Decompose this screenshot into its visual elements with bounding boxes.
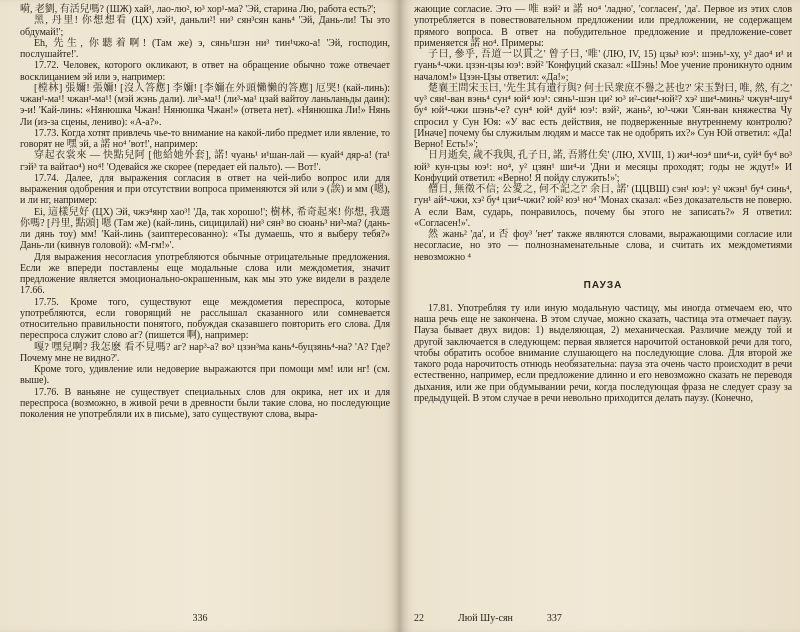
- paragraph: 穿起衣裳來 — 快點兒阿 [他給她外套], 諾! чуань¹ и¹шан-лай — куай⁴ дяр-а! (та¹ гэй³ та вайтао⁴) но⁴! 'Одевайся же скорее (передает ей пальто). — Вот!'.: [20, 150, 390, 173]
- paragraph: жающие согласие. Это — 唯 вэй² и 諾 но⁴ 'ладно', 'согласен', 'да'. Первое из этих слов употребляется в повествовательном предложении или предложении, не содержащем прямого вопроса. В ответ на побудительное предложение и предложение-совет применяется 諾 но⁴. Примеры:: [414, 4, 792, 49]
- right-page-text: [414, 4, 792, 263]
- signature-author: Люй Шу-сян: [458, 613, 513, 624]
- paragraph: 17.81. Употребляя ту или иную модальную частицу, мы иногда отмечаем ею, что наша речь еще не закончена. В этом случае, можно сказать, частица эта отмечает паузу. Пауза бывает двух видов: 1) выделяющая, 2) механическая. Различие между той и другой заключается в следующем: первая является нарочитой остановкой речи для того, чтобы обратить особое внимание слушающего на последующие слова. Для второй же такого рода нарочитость отнюдь необязательна: пауза эта очень часто происходит в речи естественно, например, если предложение длинно и его невозможно сказать не переводя дыхания, или же при обдумывании речи, когда последующая фраза не следует сразу за предыдущей. В этом случае в речи невольно приходится делать паузу. (Конечно,: [414, 302, 792, 404]
- section-body: [414, 303, 792, 404]
- paragraph: 嗬, 老劉, 有活兒嗎? (ШЖ) хай¹, лао-лю², ю³ хор¹-ма? 'Эй, старина Лю, работа есть?';: [20, 4, 376, 15]
- paragraph: Ei, 這樣兒好 (ЦХ) Эй, чжэ⁴янр хао³! 'Да, так хорошо!'; 樹林, 希奇起來! 你想, 我選你嗎? [丹里, 點頭] 嗯 (Там же) (кай-линь, сицицилай) ни³ сян³ во сюань³ ни³-ма? (дань-ли дянь тоу) мм! 'Кай-линь (заиптересованно): «Ты думаешь, что я выберу тебя?» Дань-ли (кивнув головой): «М-гм!»'.: [20, 206, 390, 252]
- left-page-number: 336: [192, 613, 208, 624]
- paragraph: 日月逝矣, 歲不我與, 孔子日, 諾, 吾將仕矣' (ЛЮ, XVIII, 1) жи⁴-юэ⁴ ши⁴-и, суй⁴ бу⁴ во³ юй³ кун-цзы юэ¹: но⁴, у² цзян¹ ши⁴-и 'Дни и месяцы проходят; годы не ждут!» И Конфуций ответил: «Верно! Я пойду служить!»';: [414, 150, 792, 184]
- paragraph: 17.75. Кроме того, существуют еще междометия переспроса, которые употребляются, если говорящий не расслышал сказанного или сомневается относительно правильности понятого, побуждая сказавшего повторить его слова. Для переспроса служит слово аг? (пишется 啊), например:: [20, 296, 390, 342]
- paragraph: 17.76. В ваньяне не существует специальных слов для окрика, нет их и для переспроса (возможно, в живой речи в древности были такие слова, но последующие поколения не употребляли их в письме), зато существуют слова, выра-: [20, 386, 390, 420]
- paragraph: Для выражения несогласия употребляются обычные отрицательные предложения. Если же впереди поставлены еще модальные слова или междометия, значит предложение является эмоционально-окрашенным, как мы это уже видели в разделе 17.66.: [20, 251, 390, 297]
- paragraph: 嘎? 嘿兒啊? 我怎麽 看不見嗎? аг? нар³-а? во³ цзэн³ма кань⁴-буцзянь⁴-на? 'А? Где? Почему мне не видно?'.: [20, 341, 390, 364]
- paragraph: 楚襄王問宋玉曰, '先生其有遺行與? 何士民衆庶不譽之甚也?' 宋玉對曰, 唯, 然, 有之' чу³ сян¹-ван вэнь⁴ сун⁴ юй⁴ юэ¹: сянь¹-шэн ци² ю³ и²-син⁴-юй²? хэ² ши⁴-минь² чжун⁴-шу⁴ бу⁴ юй⁴-чжи шэнь⁴-е? сун⁴ юй⁴ дуй⁴ юэ¹: вэй², жань², ю³-чжи 'Сян-ван княжества Чу спросил у Сун Юя: «У вас есть действия, не подверженные внутреннему контролю? [Иначе] почему бы служилым людям и массе так не одобрять их?» Сун Юй ответил: «Да! Верно! Есть!»';: [414, 82, 792, 150]
- paragraph: 17.74. Далее, для выражения согласия в ответ на чей-либо вопрос или для выражения одобрения и при отсутствии вопроса применяются эй или э (誒) и мм (嗯), и ли нг, например:: [20, 172, 390, 207]
- right-page: [400, 0, 800, 632]
- paragraph: 17.73. Когда хотят привлечь чье-то внимание на какой-либо предмет или явление, то говорят не 嘿 эй, а 諾 но⁴ 'вот!', например:: [20, 127, 390, 150]
- paragraph: 子曰, 參乎, 吾道一以貫之' 曾子曰, '唯' (ЛЮ, IV, 15) цзы³ юэ¹: шэнь¹-ху, у² дао⁴ и¹ и гуань⁴-чжи. цзэн-цзы юэ¹: вэй² 'Конфуций сказал: «Шэнь! Мое учение проникнуто одним началом!» Цзэн-Цзы ответил: «Да!»;: [414, 49, 792, 83]
- signature-number: 22: [414, 613, 424, 624]
- paragraph: Кроме того, удивление или недоверие выражаются при помощи мм! или нг! (см. выше).: [20, 364, 390, 387]
- section-heading: ПАУЗА: [583, 279, 623, 291]
- paragraph: 黑, 丹里! 你想想看 (ЦХ) хэй¹, даньли²! ни³ сян³сян кань⁴ 'Эй, Дань-ли! Ты это обдумай!';: [20, 15, 390, 38]
- paragraph: Eh, 先生, 你聽着啊! (Там же) э, сянь¹шэн ни³ тин¹чжо-а! 'Эй, господин, послушайте!'.: [20, 37, 390, 60]
- paragraph: 然 жань² 'да', и 否 фоу³ 'нет' также являются словами, выражающими согласие или несогласие, но это — полнознаменательные слова, и считать их междометиями невозможно ⁴: [414, 229, 792, 263]
- left-page-text: [20, 4, 390, 420]
- right-page-number: 337: [546, 613, 562, 624]
- paragraph: [樘林] 張嬭! 張嬭! [沒人答應] 李嬭! [李嬭在外頭懶懶的答應] 厄哭! (кай-линь): чжан¹-ма¹! чжан¹-ма¹! (мэй жэнь дали). ли³-ма¹! (ли³-ма¹ цзай вайтоу ланьланьды даин): э-и! 'Кай-линь: «Нянюшка Чжан! Нянюшка Чжан!» (ответа нет). «Нянюшка Ли!» Нянь Ли (из-за сцены, лениво): «А-а?».: [20, 82, 390, 128]
- paragraph: 17.72. Человек, которого окликают, в ответ на обращение обычно тоже отвечает восклицанием эй или э, например:: [20, 60, 390, 83]
- right-page-footer: [414, 613, 792, 624]
- paragraph: 僧日, 無徵不信; 公愛之, 何不記之?' 余日, 諾' (ЦЦВШ) сэн¹ юэ¹: у² чжэн¹ бу⁴ синь⁴, гун¹ ай⁴-чжи, хэ² бу⁴ цзи⁴-чжи? юй² юэ¹ но⁴ 'Монах сказал: «Без доказательств не поверю. А если Вам, сударь, понравилось, почему бы этого не записать?» Я ответил: «Согласен!»'.: [414, 184, 792, 229]
